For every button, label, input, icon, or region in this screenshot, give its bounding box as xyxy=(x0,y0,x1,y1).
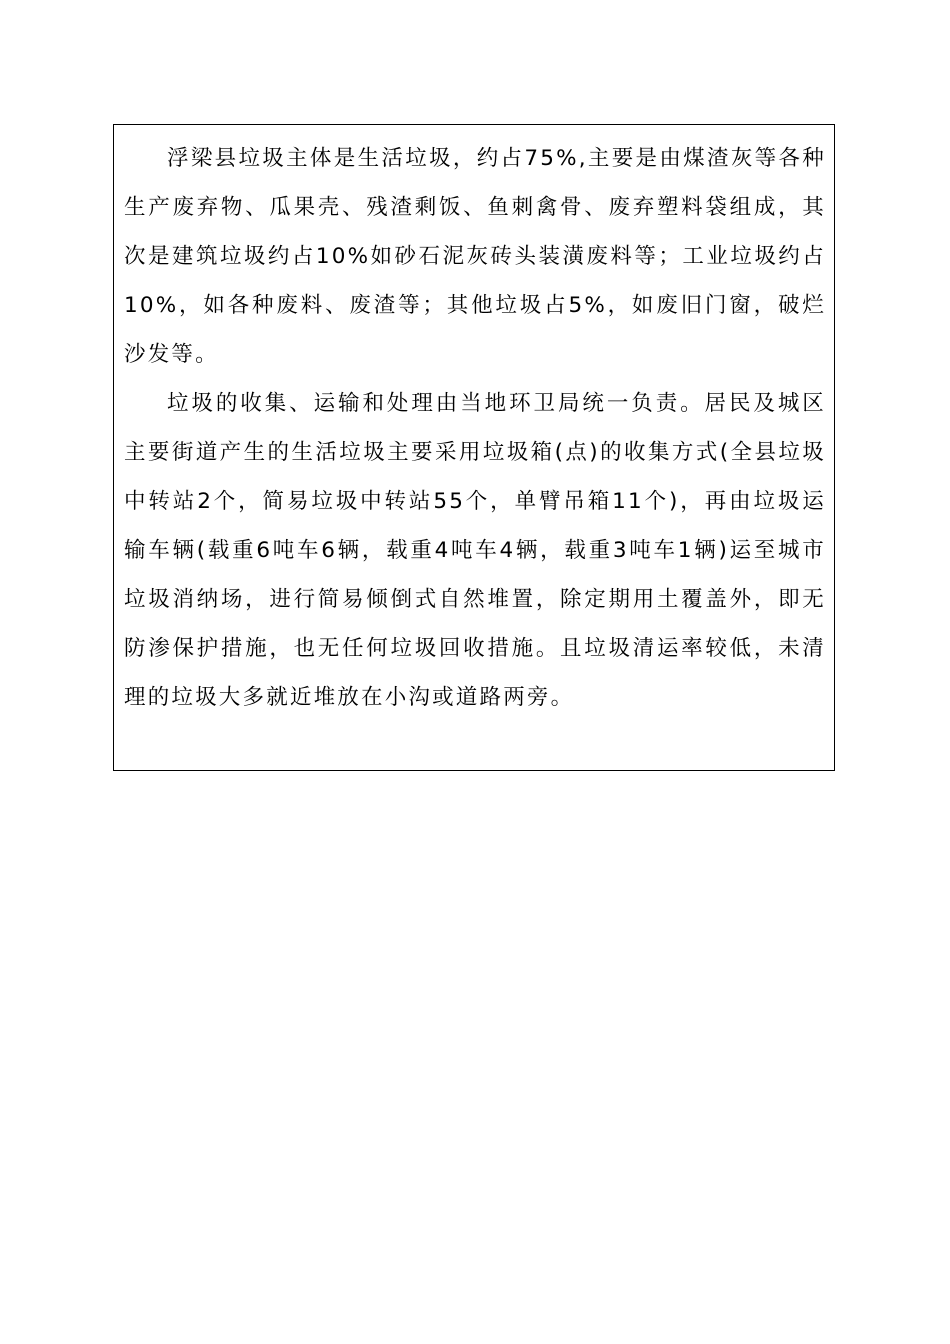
paragraph-garbage-collection: 垃圾的收集、运输和处理由当地环卫局统一负责。居民及城区主要街道产生的生活垃圾主要采用垃圾箱(点)的收集方式(全县垃圾中转站2个，简易垃圾中转站55个，单臂吊箱11个)，再由垃圾运输车辆(载重6吨车6辆，载重4吨车4辆，载重3吨车1辆)运至城市垃圾消纳场，进行简易倾倒式自然堆置，除定期用土覆盖外，即无防渗保护措施，也无任何垃圾回收措施。且垃圾清运率较低，未清理的垃圾大多就近堆放在小沟或道路两旁。 xyxy=(124,391,826,710)
bordered-text-box xyxy=(113,124,835,771)
paragraph-garbage-composition: 浮梁县垃圾主体是生活垃圾，约占75%,主要是由煤渣灰等各种生产废弃物、瓜果壳、残渣剩饭、鱼刺禽骨、废弃塑料袋组成，其次是建筑垃圾约占10%如砂石泥灰砖头装潢废料等；工业垃圾约占10%，如各种废料、废渣等；其他垃圾占5%，如废旧门窗，破烂沙发等。 xyxy=(124,146,826,367)
